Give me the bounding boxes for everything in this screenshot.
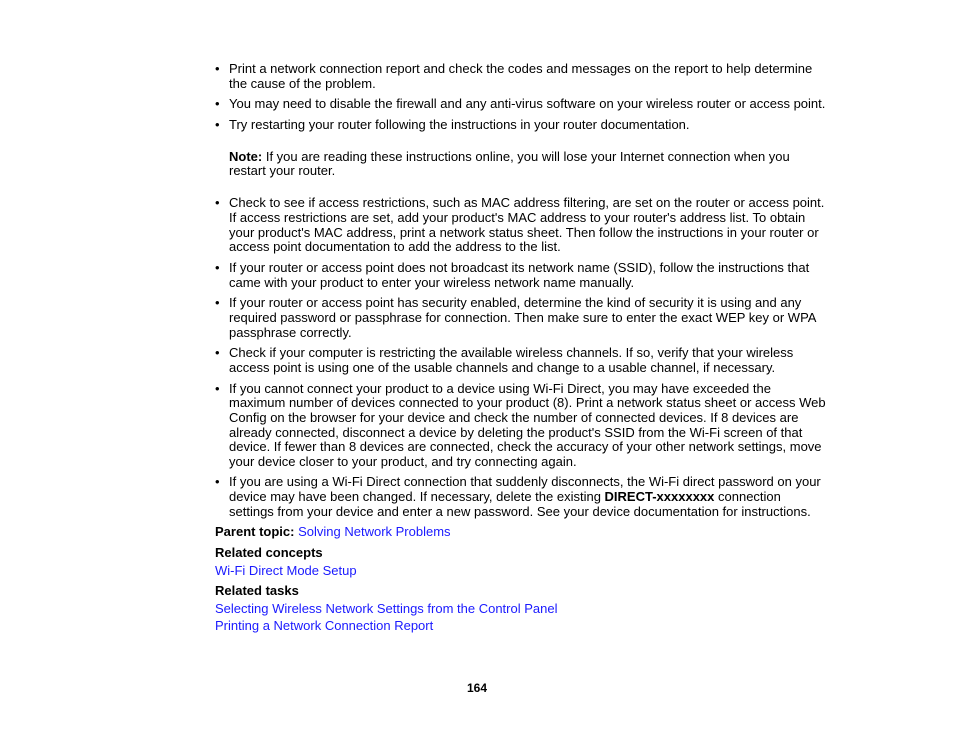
- bullet-marker: •: [215, 295, 220, 311]
- bullet-marker: •: [215, 260, 220, 275]
- note-text: If you are reading these instructions online, you will lose your Internet connection when you restart your router.: [229, 148, 790, 179]
- note-label: Note:: [229, 148, 263, 164]
- related-concept-link[interactable]: Wi-Fi Direct Mode Setup: [215, 562, 357, 578]
- ssid-placeholder: DIRECT-xxxxxxxx: [604, 489, 715, 505]
- list-item-text: Check if your computer is restricting the available wireless channels. If so, verify that your wireless access point is using one of the usable channels and change to a usable channel, if necessary.: [229, 345, 794, 375]
- related-concepts-heading: Related concepts: [215, 545, 323, 561]
- list-item-text: If your router or access point has security enabled, determine the kind of security it is using and any required password or passphrase for connection. Then make sure to enter the exact WEP key or WPA passphrase correctly.: [229, 295, 816, 340]
- list-item: [215, 97, 827, 112]
- document-body: [215, 62, 827, 640]
- list-item: [215, 382, 827, 470]
- list-item: [215, 475, 827, 519]
- troubleshooting-list-top: [215, 62, 827, 133]
- list-item: [215, 118, 827, 133]
- bullet-marker: •: [215, 195, 220, 211]
- list-item: [215, 196, 827, 254]
- bullet-marker: •: [215, 117, 220, 133]
- note-block: [215, 150, 827, 179]
- related-task-link[interactable]: Printing a Network Connection Report: [215, 618, 434, 634]
- bullet-marker: •: [215, 61, 220, 76]
- bullet-marker: •: [215, 345, 220, 361]
- list-item-text-before: If you are using a Wi-Fi Direct connection that suddenly disconnects, the Wi-Fi direct password on your device may have been changed. If necessary, delete the existing: [229, 474, 821, 505]
- bullet-marker: •: [215, 474, 220, 490]
- list-item-text: If your router or access point does not broadcast its network name (SSID), follow the instructions that came with your product to enter your wireless network name manually.: [229, 260, 810, 290]
- related-tasks-heading: Related tasks: [215, 583, 299, 599]
- list-item: [215, 62, 827, 91]
- related-tasks: [215, 584, 827, 634]
- page-number: 164: [466, 681, 488, 695]
- parent-topic-label: Parent topic:: [215, 524, 295, 540]
- list-item: [215, 346, 827, 375]
- troubleshooting-list-bottom: [215, 196, 827, 519]
- list-item-text: If you cannot connect your product to a device using Wi-Fi Direct, you may have exceeded the maximum number of devices connected to your product (8). Print a network status sheet or access Web Config on the browser for your device and check the number of connected devices. If 8 devices are already connected, disconnect a device by deleting the product's SSID from the Wi-Fi screen of that device. If fewer than 8 devices are connected, check the accuracy of your other network settings, move your device closer to your product, and try connecting again.: [229, 380, 826, 469]
- parent-topic-link[interactable]: Solving Network Problems: [298, 524, 451, 540]
- related-task-link[interactable]: Selecting Wireless Network Settings from the Control Panel: [215, 600, 558, 616]
- related-concepts: [215, 546, 827, 578]
- bullet-marker: •: [215, 380, 220, 396]
- list-item: [215, 296, 827, 340]
- list-item-text: Try restarting your router following the instructions in your router documentation.: [229, 117, 690, 133]
- parent-topic: [215, 525, 827, 540]
- list-item-text: You may need to disable the firewall and any anti-virus software on your wireless router or access point.: [229, 96, 826, 112]
- list-item: [215, 261, 827, 290]
- bullet-marker: •: [215, 96, 220, 112]
- list-item-text: Check to see if access restrictions, such as MAC address filtering, are set on the router or access point. If access restrictions are set, add your product's MAC address to your router's address list. To obtain your product's MAC address, print a network status sheet. Then follow the instructions in your router or access point documentation to add the address to the list.: [229, 195, 825, 255]
- list-item-text-after: connection settings from your device and enter a new password. See your device documentation for instructions.: [229, 489, 811, 519]
- list-item-text: Print a network connection report and check the codes and messages on the report to help determine the cause of the problem.: [229, 61, 813, 91]
